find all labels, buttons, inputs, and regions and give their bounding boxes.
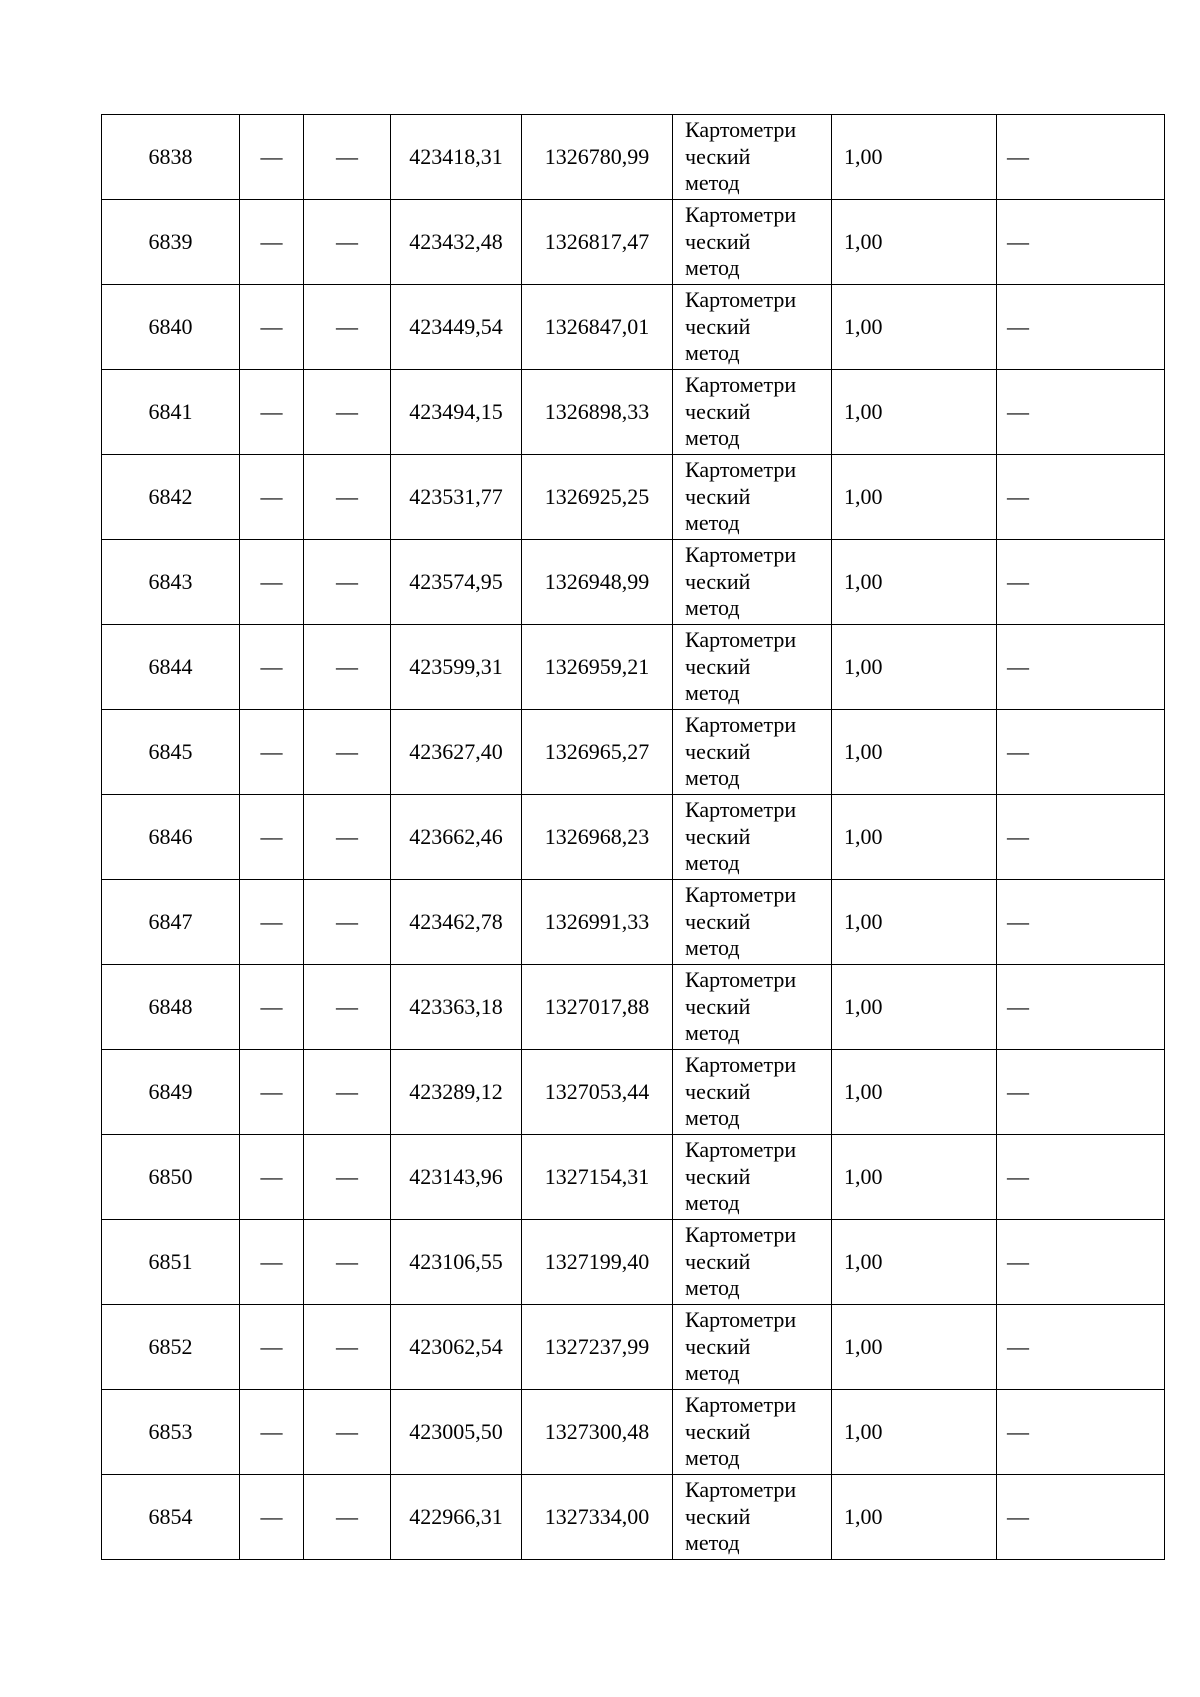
x-coordinate-cell: 423062,54 bbox=[391, 1305, 522, 1390]
accuracy-cell: 1,00 bbox=[832, 710, 997, 795]
y-coordinate-cell: 1326817,47 bbox=[522, 200, 673, 285]
method-cell: Картометри ческий метод bbox=[673, 540, 832, 625]
empty-value-cell: — bbox=[240, 795, 304, 880]
y-coordinate-cell: 1326780,99 bbox=[522, 115, 673, 200]
empty-value-cell: — bbox=[304, 625, 391, 710]
empty-value-cell: — bbox=[304, 455, 391, 540]
method-cell: Картометри ческий метод bbox=[673, 710, 832, 795]
table-row bbox=[102, 200, 1165, 285]
empty-value-cell: — bbox=[240, 1475, 304, 1560]
table-row bbox=[102, 1050, 1165, 1135]
point-number-cell: 6851 bbox=[102, 1220, 240, 1305]
point-number-cell: 6848 bbox=[102, 965, 240, 1050]
method-cell: Картометри ческий метод bbox=[673, 880, 832, 965]
description-cell: — bbox=[997, 795, 1165, 880]
empty-value-cell: — bbox=[240, 1305, 304, 1390]
point-number-cell: 6846 bbox=[102, 795, 240, 880]
accuracy-cell: 1,00 bbox=[832, 200, 997, 285]
table-row bbox=[102, 795, 1165, 880]
method-cell: Картометри ческий метод bbox=[673, 1305, 832, 1390]
description-cell: — bbox=[997, 1475, 1165, 1560]
point-number-cell: 6849 bbox=[102, 1050, 240, 1135]
x-coordinate-cell: 423462,78 bbox=[391, 880, 522, 965]
accuracy-cell: 1,00 bbox=[832, 880, 997, 965]
description-cell: — bbox=[997, 1305, 1165, 1390]
y-coordinate-cell: 1326925,25 bbox=[522, 455, 673, 540]
empty-value-cell: — bbox=[304, 1220, 391, 1305]
point-number-cell: 6841 bbox=[102, 370, 240, 455]
point-number-cell: 6847 bbox=[102, 880, 240, 965]
x-coordinate-cell: 423531,77 bbox=[391, 455, 522, 540]
empty-value-cell: — bbox=[304, 540, 391, 625]
empty-value-cell: — bbox=[304, 115, 391, 200]
method-cell: Картометри ческий метод bbox=[673, 370, 832, 455]
x-coordinate-cell: 423449,54 bbox=[391, 285, 522, 370]
empty-value-cell: — bbox=[240, 880, 304, 965]
description-cell: — bbox=[997, 540, 1165, 625]
x-coordinate-cell: 423574,95 bbox=[391, 540, 522, 625]
empty-value-cell: — bbox=[304, 710, 391, 795]
empty-value-cell: — bbox=[240, 1390, 304, 1475]
point-number-cell: 6850 bbox=[102, 1135, 240, 1220]
y-coordinate-cell: 1326847,01 bbox=[522, 285, 673, 370]
y-coordinate-cell: 1326968,23 bbox=[522, 795, 673, 880]
table-row bbox=[102, 710, 1165, 795]
empty-value-cell: — bbox=[304, 370, 391, 455]
y-coordinate-cell: 1327334,00 bbox=[522, 1475, 673, 1560]
table-row bbox=[102, 455, 1165, 540]
empty-value-cell: — bbox=[240, 370, 304, 455]
description-cell: — bbox=[997, 880, 1165, 965]
y-coordinate-cell: 1327154,31 bbox=[522, 1135, 673, 1220]
x-coordinate-cell: 422966,31 bbox=[391, 1475, 522, 1560]
method-cell: Картометри ческий метод bbox=[673, 1475, 832, 1560]
x-coordinate-cell: 423418,31 bbox=[391, 115, 522, 200]
point-number-cell: 6844 bbox=[102, 625, 240, 710]
accuracy-cell: 1,00 bbox=[832, 455, 997, 540]
y-coordinate-cell: 1326991,33 bbox=[522, 880, 673, 965]
method-cell: Картометри ческий метод bbox=[673, 1135, 832, 1220]
point-number-cell: 6845 bbox=[102, 710, 240, 795]
y-coordinate-cell: 1327017,88 bbox=[522, 965, 673, 1050]
empty-value-cell: — bbox=[304, 1390, 391, 1475]
x-coordinate-cell: 423432,48 bbox=[391, 200, 522, 285]
table-row bbox=[102, 625, 1165, 710]
empty-value-cell: — bbox=[240, 540, 304, 625]
accuracy-cell: 1,00 bbox=[832, 625, 997, 710]
point-number-cell: 6840 bbox=[102, 285, 240, 370]
empty-value-cell: — bbox=[304, 285, 391, 370]
empty-value-cell: — bbox=[304, 880, 391, 965]
y-coordinate-cell: 1327300,48 bbox=[522, 1390, 673, 1475]
description-cell: — bbox=[997, 455, 1165, 540]
accuracy-cell: 1,00 bbox=[832, 1050, 997, 1135]
description-cell: — bbox=[997, 200, 1165, 285]
table-row bbox=[102, 1220, 1165, 1305]
accuracy-cell: 1,00 bbox=[832, 370, 997, 455]
table-row bbox=[102, 1135, 1165, 1220]
x-coordinate-cell: 423289,12 bbox=[391, 1050, 522, 1135]
empty-value-cell: — bbox=[304, 795, 391, 880]
accuracy-cell: 1,00 bbox=[832, 1390, 997, 1475]
empty-value-cell: — bbox=[240, 1050, 304, 1135]
method-cell: Картометри ческий метод bbox=[673, 115, 832, 200]
table-row bbox=[102, 115, 1165, 200]
description-cell: — bbox=[997, 1220, 1165, 1305]
empty-value-cell: — bbox=[304, 1305, 391, 1390]
accuracy-cell: 1,00 bbox=[832, 1135, 997, 1220]
x-coordinate-cell: 423662,46 bbox=[391, 795, 522, 880]
method-cell: Картометри ческий метод bbox=[673, 1220, 832, 1305]
method-cell: Картометри ческий метод bbox=[673, 200, 832, 285]
y-coordinate-cell: 1327237,99 bbox=[522, 1305, 673, 1390]
point-number-cell: 6852 bbox=[102, 1305, 240, 1390]
empty-value-cell: — bbox=[240, 455, 304, 540]
method-cell: Картометри ческий метод bbox=[673, 285, 832, 370]
method-cell: Картометри ческий метод bbox=[673, 455, 832, 540]
method-cell: Картометри ческий метод bbox=[673, 1050, 832, 1135]
empty-value-cell: — bbox=[304, 1475, 391, 1560]
accuracy-cell: 1,00 bbox=[832, 285, 997, 370]
table-row bbox=[102, 965, 1165, 1050]
x-coordinate-cell: 423494,15 bbox=[391, 370, 522, 455]
accuracy-cell: 1,00 bbox=[832, 1305, 997, 1390]
description-cell: — bbox=[997, 115, 1165, 200]
empty-value-cell: — bbox=[240, 115, 304, 200]
accuracy-cell: 1,00 bbox=[832, 965, 997, 1050]
description-cell: — bbox=[997, 625, 1165, 710]
x-coordinate-cell: 423627,40 bbox=[391, 710, 522, 795]
accuracy-cell: 1,00 bbox=[832, 115, 997, 200]
description-cell: — bbox=[997, 1050, 1165, 1135]
description-cell: — bbox=[997, 285, 1165, 370]
table-body bbox=[102, 115, 1165, 1560]
y-coordinate-cell: 1326959,21 bbox=[522, 625, 673, 710]
x-coordinate-cell: 423106,55 bbox=[391, 1220, 522, 1305]
point-number-cell: 6854 bbox=[102, 1475, 240, 1560]
description-cell: — bbox=[997, 1390, 1165, 1475]
empty-value-cell: — bbox=[240, 625, 304, 710]
description-cell: — bbox=[997, 965, 1165, 1050]
method-cell: Картометри ческий метод bbox=[673, 795, 832, 880]
accuracy-cell: 1,00 bbox=[832, 1475, 997, 1560]
empty-value-cell: — bbox=[304, 1135, 391, 1220]
empty-value-cell: — bbox=[304, 200, 391, 285]
table-row bbox=[102, 1475, 1165, 1560]
description-cell: — bbox=[997, 1135, 1165, 1220]
coordinates-table bbox=[101, 114, 1165, 1560]
y-coordinate-cell: 1327199,40 bbox=[522, 1220, 673, 1305]
empty-value-cell: — bbox=[304, 1050, 391, 1135]
table-row bbox=[102, 285, 1165, 370]
table-row bbox=[102, 370, 1165, 455]
method-cell: Картометри ческий метод bbox=[673, 1390, 832, 1475]
x-coordinate-cell: 423363,18 bbox=[391, 965, 522, 1050]
accuracy-cell: 1,00 bbox=[832, 540, 997, 625]
method-cell: Картометри ческий метод bbox=[673, 965, 832, 1050]
accuracy-cell: 1,00 bbox=[832, 795, 997, 880]
y-coordinate-cell: 1326948,99 bbox=[522, 540, 673, 625]
empty-value-cell: — bbox=[240, 965, 304, 1050]
y-coordinate-cell: 1326898,33 bbox=[522, 370, 673, 455]
table-row bbox=[102, 1305, 1165, 1390]
method-cell: Картометри ческий метод bbox=[673, 625, 832, 710]
x-coordinate-cell: 423599,31 bbox=[391, 625, 522, 710]
empty-value-cell: — bbox=[240, 710, 304, 795]
y-coordinate-cell: 1326965,27 bbox=[522, 710, 673, 795]
description-cell: — bbox=[997, 710, 1165, 795]
table-row bbox=[102, 880, 1165, 965]
table-row bbox=[102, 1390, 1165, 1475]
table-row bbox=[102, 540, 1165, 625]
point-number-cell: 6839 bbox=[102, 200, 240, 285]
empty-value-cell: — bbox=[304, 965, 391, 1050]
y-coordinate-cell: 1327053,44 bbox=[522, 1050, 673, 1135]
accuracy-cell: 1,00 bbox=[832, 1220, 997, 1305]
empty-value-cell: — bbox=[240, 200, 304, 285]
description-cell: — bbox=[997, 370, 1165, 455]
point-number-cell: 6838 bbox=[102, 115, 240, 200]
empty-value-cell: — bbox=[240, 1220, 304, 1305]
x-coordinate-cell: 423143,96 bbox=[391, 1135, 522, 1220]
x-coordinate-cell: 423005,50 bbox=[391, 1390, 522, 1475]
empty-value-cell: — bbox=[240, 285, 304, 370]
point-number-cell: 6843 bbox=[102, 540, 240, 625]
point-number-cell: 6842 bbox=[102, 455, 240, 540]
empty-value-cell: — bbox=[240, 1135, 304, 1220]
point-number-cell: 6853 bbox=[102, 1390, 240, 1475]
